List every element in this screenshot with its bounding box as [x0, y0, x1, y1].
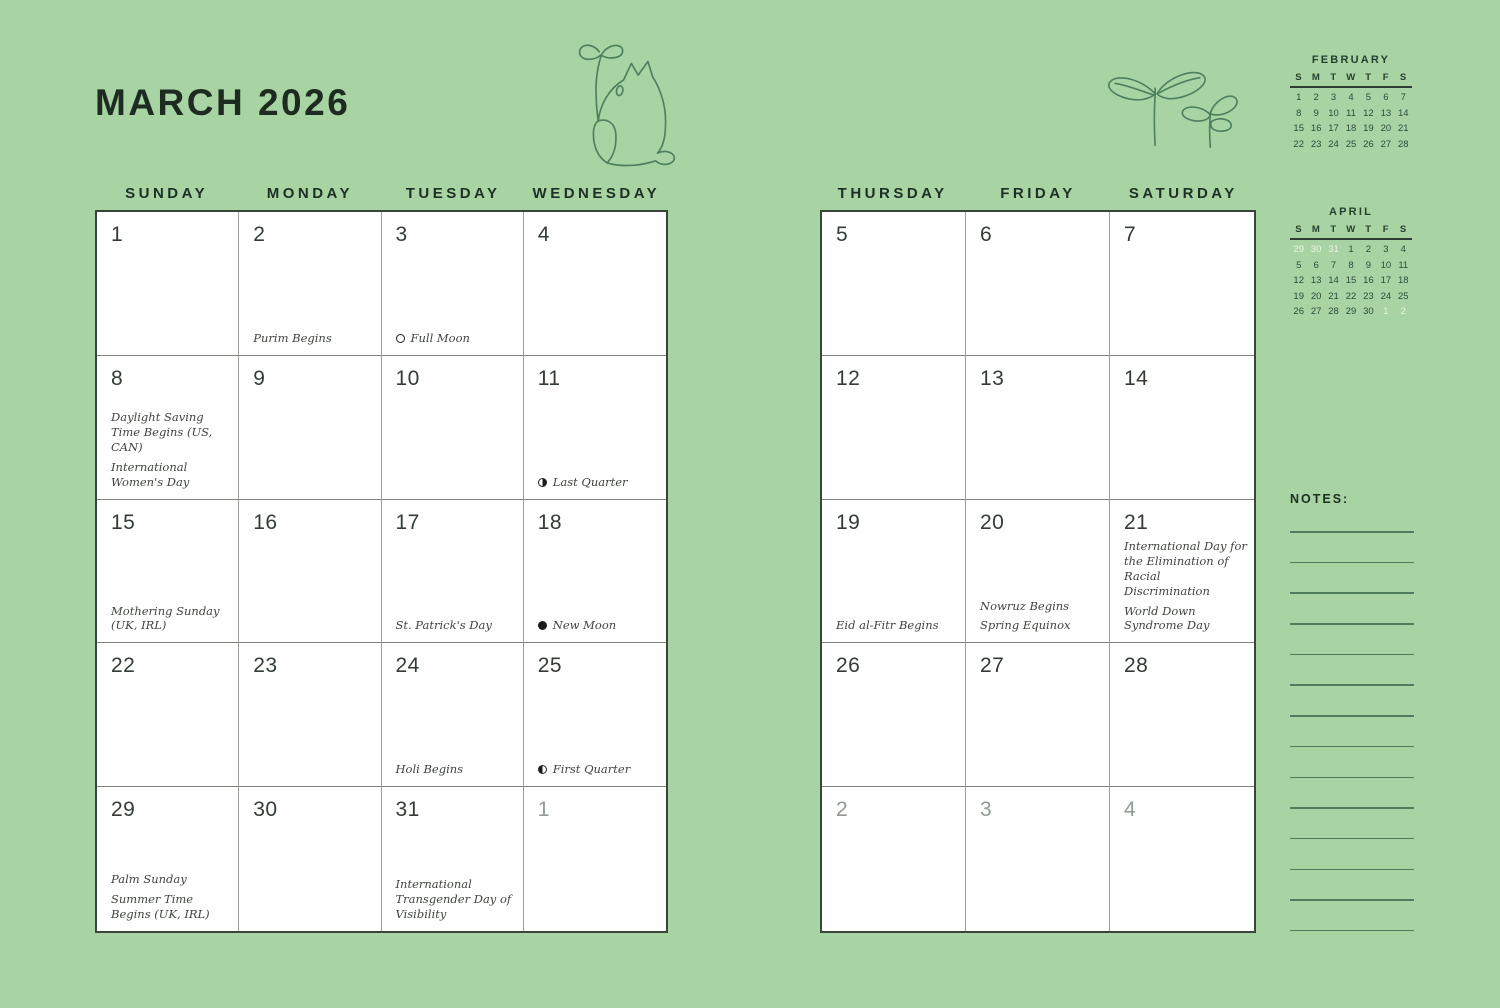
note-line [1290, 715, 1414, 717]
mini-day: 11 [1346, 107, 1356, 119]
mini-day: 13 [1380, 107, 1392, 119]
mini-day: 14 [1397, 107, 1409, 119]
weekday-header: TUESDAY [405, 184, 501, 202]
mini-day: 13 [1310, 275, 1322, 287]
note-line [1290, 838, 1414, 840]
day-number: 18 [537, 510, 563, 534]
mini-calendar-february [1290, 54, 1412, 152]
day-number: 3 [395, 223, 408, 246]
mini-day: 4 [1348, 92, 1354, 103]
moon-phase-event: Last Quarter [538, 475, 659, 490]
day-number: 15 [111, 510, 136, 534]
calendar-cell [1110, 500, 1254, 644]
mini-day: 5 [1365, 92, 1372, 103]
mini-day: 21 [1328, 290, 1339, 302]
mini-day: 30 [1310, 244, 1322, 255]
mini-day: 29 [1293, 244, 1304, 255]
mini-dow-letter: S [1399, 224, 1407, 235]
mini-day: 19 [1363, 123, 1374, 135]
note-line [1290, 531, 1414, 533]
mini-calendar-title: FEBRUARY [1311, 54, 1391, 66]
mini-day: 29 [1345, 306, 1357, 318]
mini-day: 26 [1293, 306, 1304, 318]
calendar-cell [822, 787, 966, 931]
mini-day: 16 [1363, 275, 1374, 287]
calendar-cell [524, 787, 666, 931]
mini-day: 2 [1400, 306, 1406, 318]
day-number: 4 [1124, 798, 1137, 822]
notes-ruled-lines [1290, 531, 1414, 931]
calendar-cell [382, 500, 524, 644]
event-list [396, 618, 516, 633]
mini-dow-letter: S [1295, 72, 1303, 83]
note-line [1290, 869, 1414, 871]
mini-calendar-april [1290, 206, 1412, 320]
calendar-cells-right [820, 210, 1256, 933]
mini-day: 23 [1363, 290, 1374, 302]
mini-day: 27 [1310, 306, 1322, 318]
event-list [111, 410, 231, 490]
day-number: 14 [1124, 366, 1149, 390]
first-quarter-icon [538, 765, 547, 774]
event-list [253, 331, 373, 346]
mini-calendar-dow-row [1290, 72, 1412, 88]
moon-phase-event: New Moon [538, 618, 659, 633]
event-list [538, 762, 659, 777]
day-number: 23 [253, 654, 278, 678]
calendar-cell [1110, 643, 1254, 787]
day-number: 19 [836, 510, 861, 534]
mini-day: 4 [1400, 244, 1406, 255]
mini-day: 24 [1328, 138, 1339, 150]
calendar-cell [966, 500, 1110, 644]
mini-dow-letter: M [1311, 224, 1321, 235]
mini-day: 10 [1380, 259, 1392, 271]
mini-dow-letter: T [1365, 72, 1372, 83]
mini-day: 21 [1397, 123, 1409, 135]
day-number: 28 [1124, 654, 1149, 678]
mini-dow-letter: W [1346, 72, 1356, 83]
event-list [538, 618, 659, 633]
event-list [538, 475, 659, 490]
calendar-cell [822, 500, 966, 644]
weekday-header: MONDAY [266, 184, 354, 202]
totoro-sprout-doodle-icon [570, 28, 682, 170]
calendar-cell [1110, 356, 1254, 500]
calendar-cell [966, 212, 1110, 356]
mini-day: 14 [1328, 275, 1339, 287]
holiday-event: Palm Sunday [111, 872, 187, 887]
note-line [1290, 777, 1414, 779]
calendar-cell [239, 212, 381, 356]
calendar-cell [524, 500, 666, 644]
mini-dow-letter: S [1399, 72, 1407, 83]
notes-label: NOTES: [1290, 492, 1350, 506]
mini-day: 10 [1328, 107, 1339, 119]
mini-day: 28 [1397, 138, 1409, 150]
calendar-cell [97, 787, 239, 931]
note-line [1290, 746, 1414, 748]
holiday-event: Daylight Saving Time Begins (US, CAN) [111, 409, 213, 454]
mini-day: 1 [1383, 306, 1389, 318]
event-list [1124, 539, 1247, 634]
weekday-header: THURSDAY [837, 184, 948, 202]
holiday-event: International Day for the Elimination of Racial Discrimination [1124, 538, 1247, 598]
full-moon-icon [396, 334, 405, 343]
event-list [980, 599, 1102, 634]
mini-day: 20 [1310, 290, 1322, 302]
calendar-cell [239, 356, 381, 500]
mini-day: 2 [1365, 244, 1372, 255]
mini-day: 18 [1345, 123, 1357, 135]
mini-day: 2 [1313, 92, 1319, 103]
mini-day: 27 [1380, 138, 1392, 150]
mini-day: 8 [1348, 259, 1354, 271]
day-number: 7 [1124, 223, 1137, 246]
mini-day: 15 [1293, 123, 1304, 135]
mini-day: 1 [1348, 244, 1354, 255]
mini-day: 12 [1293, 275, 1304, 287]
mini-day: 5 [1296, 259, 1302, 271]
mini-day: 9 [1313, 107, 1319, 119]
mini-day: 7 [1400, 92, 1406, 103]
day-number: 8 [111, 366, 124, 390]
mini-dow-letter: T [1330, 224, 1337, 235]
calendar-cell [1110, 787, 1254, 931]
mini-day: 22 [1293, 138, 1304, 150]
day-number: 13 [980, 366, 1005, 390]
calendar-cell [822, 356, 966, 500]
calendar-cell [239, 787, 381, 931]
mini-day: 17 [1328, 123, 1339, 135]
holiday-event: Spring Equinox [980, 618, 1071, 633]
mini-day: 6 [1383, 92, 1389, 103]
holiday-event: Summer Time Begins (UK, IRL) [111, 892, 210, 922]
mini-day: 30 [1363, 306, 1374, 318]
calendar-cell [97, 212, 239, 356]
last-quarter-icon [538, 478, 547, 487]
mini-day: 7 [1330, 259, 1337, 271]
mini-day: 15 [1345, 275, 1357, 287]
mini-day: 3 [1383, 244, 1389, 255]
day-number: 2 [836, 798, 849, 822]
mini-day: 12 [1363, 107, 1374, 119]
day-number: 16 [253, 510, 278, 534]
mini-day: 23 [1310, 138, 1322, 150]
mini-day: 8 [1296, 107, 1302, 119]
calendar-cell [97, 643, 239, 787]
calendar-grid-thu-sat [820, 176, 1256, 933]
mini-day: 11 [1398, 259, 1409, 271]
event-list [111, 604, 231, 634]
weekday-header: WEDNESDAY [532, 184, 661, 202]
day-number: 6 [980, 223, 993, 246]
mini-dow-letter: T [1330, 72, 1337, 83]
calendar-cell [524, 643, 666, 787]
day-number: 11 [537, 366, 561, 390]
mini-day: 31 [1328, 244, 1339, 255]
day-number: 17 [395, 510, 420, 534]
day-number: 9 [253, 366, 266, 390]
calendar-cell [966, 643, 1110, 787]
moon-phase-event: First Quarter [538, 762, 659, 777]
mini-day: 26 [1363, 138, 1374, 150]
event-list [396, 877, 516, 922]
day-number: 24 [395, 654, 420, 678]
page-title: MARCH 2026 [95, 82, 351, 123]
calendar-cell [966, 356, 1110, 500]
calendar-cell [1110, 212, 1254, 356]
calendar-cell [822, 643, 966, 787]
mini-day: 28 [1328, 306, 1339, 318]
mini-day: 17 [1380, 275, 1392, 287]
new-moon-icon [538, 621, 547, 630]
day-number: 29 [111, 798, 136, 822]
day-number: 3 [980, 798, 993, 822]
day-number: 1 [111, 223, 124, 246]
mini-calendar-dow-row [1290, 224, 1412, 240]
holiday-event: International Transgender Day of Visibility [395, 877, 512, 922]
holiday-event: Eid al-Fitr Begins [836, 618, 939, 633]
day-number: 25 [537, 654, 563, 678]
mini-dow-letter: M [1311, 72, 1321, 83]
mini-day: 9 [1365, 259, 1372, 271]
event-list [836, 618, 958, 633]
note-line [1290, 654, 1414, 656]
event-list [111, 872, 231, 922]
day-number: 2 [253, 223, 266, 246]
seedling-doodles-icon [1085, 52, 1250, 152]
day-number: 10 [395, 366, 420, 390]
note-line [1290, 562, 1414, 564]
day-number: 4 [537, 223, 550, 246]
holiday-event: Mothering Sunday (UK, IRL) [111, 603, 220, 633]
calendar-cell [97, 356, 239, 500]
mini-dow-letter: F [1382, 224, 1389, 235]
mini-dow-letter: S [1295, 224, 1303, 235]
holiday-event: International Women's Day [111, 459, 190, 489]
note-line [1290, 807, 1414, 809]
holiday-event: Purim Begins [253, 330, 332, 345]
mini-calendar-days [1290, 90, 1412, 152]
mini-day: 3 [1330, 92, 1337, 103]
day-number: 20 [980, 510, 1005, 534]
calendar-cell [524, 356, 666, 500]
weekday-header: SATURDAY [1128, 184, 1238, 202]
day-number: 26 [836, 654, 861, 678]
day-number: 30 [253, 798, 278, 822]
day-number: 12 [836, 366, 861, 390]
weekday-headers-right [820, 176, 1256, 210]
note-line [1290, 684, 1414, 686]
holiday-event: World Down Syndrome Day [1124, 603, 1210, 633]
note-line [1290, 899, 1414, 901]
mini-dow-letter: W [1346, 224, 1356, 235]
mini-calendar-title: APRIL [1329, 206, 1373, 218]
calendar-cell [382, 212, 524, 356]
calendar-cell [524, 212, 666, 356]
mini-day: 25 [1397, 290, 1409, 302]
calendar-cell [822, 212, 966, 356]
note-line [1290, 592, 1414, 594]
mini-day: 22 [1345, 290, 1357, 302]
mini-dow-letter: T [1365, 224, 1372, 235]
day-number: 5 [836, 223, 849, 246]
note-line [1290, 623, 1414, 625]
calendar-grid-sun-wed [95, 176, 668, 933]
calendar-cell [382, 356, 524, 500]
moon-phase-event: Full Moon [396, 331, 516, 346]
mini-day: 19 [1293, 290, 1304, 302]
mini-day: 16 [1310, 123, 1322, 135]
calendar-cell [382, 643, 524, 787]
mini-day: 1 [1296, 92, 1302, 103]
mini-day: 20 [1380, 123, 1392, 135]
calendar-cell [239, 643, 381, 787]
event-list [396, 762, 516, 777]
mini-dow-letter: F [1382, 72, 1389, 83]
mini-day: 24 [1380, 290, 1392, 302]
weekday-header: SUNDAY [125, 184, 209, 202]
mini-day: 18 [1397, 275, 1409, 287]
calendar-cell [966, 787, 1110, 931]
calendar-cell [239, 500, 381, 644]
day-number: 31 [395, 798, 420, 822]
note-line [1290, 930, 1414, 932]
holiday-event: St. Patrick's Day [395, 618, 492, 633]
day-number: 1 [537, 798, 550, 822]
holiday-event: Holi Begins [395, 762, 464, 777]
day-number: 21 [1124, 510, 1149, 534]
day-number: 22 [111, 654, 136, 678]
event-list [396, 331, 516, 346]
weekday-header: FRIDAY [1000, 184, 1076, 202]
calendar-cells-left [95, 210, 668, 933]
day-number: 27 [980, 654, 1005, 678]
calendar-cell [97, 500, 239, 644]
mini-calendar-days [1290, 242, 1412, 320]
calendar-cell [382, 787, 524, 931]
holiday-event: Nowruz Begins [980, 598, 1070, 613]
mini-day: 25 [1345, 138, 1357, 150]
mini-day: 6 [1313, 259, 1319, 271]
weekday-headers-left [95, 176, 668, 210]
